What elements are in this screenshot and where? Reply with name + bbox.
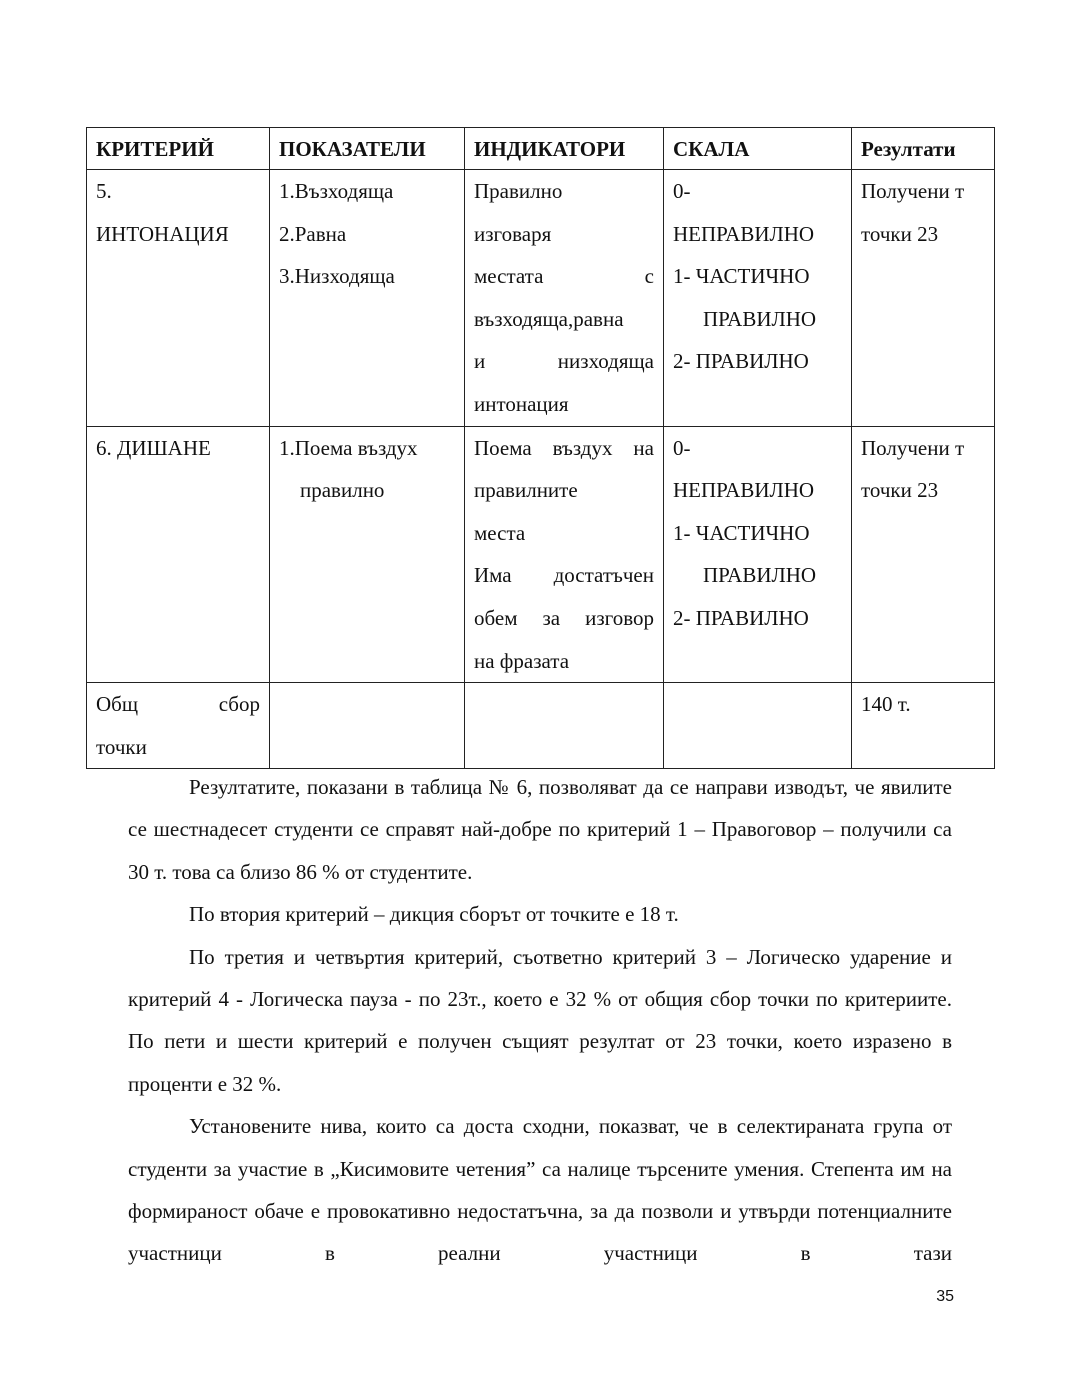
total-value: 140 т. (861, 692, 911, 717)
cell-result (852, 426, 995, 683)
indicator-text-line: възходяща,равна (474, 306, 624, 331)
cell-criterion (87, 170, 270, 427)
indicator-item: 3.Низходяща (279, 264, 395, 289)
indicator-word: обем (474, 605, 518, 630)
cell-indicators (270, 170, 465, 427)
cell-empty (465, 683, 664, 769)
cell-total-label (87, 683, 270, 769)
indicator-word: достатъчен (553, 563, 654, 588)
cell-criterion (87, 426, 270, 683)
indicator-text-line: Правилно (474, 179, 563, 203)
table-row-breathing (87, 426, 995, 683)
scale-line: 0- (673, 179, 691, 203)
result-line: точки 23 (861, 221, 939, 246)
total-label-word: сбор (218, 692, 260, 717)
cell-total-value (852, 683, 995, 769)
cell-empty (270, 683, 465, 769)
indicator-word: за (542, 605, 561, 630)
indicator-word: Поема (474, 435, 532, 460)
scale-line: ПРАВИЛНО (703, 563, 817, 588)
total-label-line: точки (96, 734, 147, 759)
indicator-word: и (474, 349, 486, 374)
scale-line: ПРАВИЛНО (703, 306, 817, 331)
scale-line: 0- (673, 435, 691, 460)
cell-empty (664, 683, 852, 769)
indicator-text-line (474, 554, 654, 597)
indicator-text-line: на фразата (474, 648, 570, 673)
cell-indicators (270, 426, 465, 683)
indicator-word: низходяща (557, 349, 654, 374)
paragraph: По втория критерий – дикция сборът от точките е 18 т. (189, 902, 679, 927)
page-number: 35 (936, 1288, 954, 1305)
paragraph: Резултатите, показани в таблица № 6, позволяват да се направи изводът, че явилите се шестнадесет студенти се справят най-добре по критерий 1 – Правоговор – получили са 30 т. това са близо 86 % от студентите. (128, 775, 952, 884)
indicator-text-line (474, 597, 654, 640)
result-line: Получени т (861, 179, 965, 203)
indicator-text-line: изговаря (474, 221, 552, 246)
header-scale: СКАЛА (664, 128, 852, 170)
table-row-total (87, 683, 995, 769)
total-label-word: Общ (96, 692, 139, 717)
criterion-number: 5. (96, 179, 112, 203)
indicator-item: 2.Равна (279, 221, 347, 246)
criteria-table (86, 127, 995, 769)
indicator-text-line (474, 427, 654, 470)
body-text (128, 766, 952, 1275)
header-results: Резултати (852, 128, 995, 170)
scale-line: 2- ПРАВИЛНО (673, 605, 809, 630)
cell-scale (664, 170, 852, 427)
total-label-line (96, 683, 260, 726)
paragraph: Установените нива, които са доста сходни, показват, че в селектираната група от студенти за участие в „Кисимовите четения” са налице търсените умения. Степента им на формираност обаче е провокативно недостатъчна, за да позволи и утвърди потенциалните участници в реални участници в тази (128, 1114, 952, 1266)
scale-line: 2- ПРАВИЛНО (673, 349, 809, 374)
indicator-word: на (633, 435, 654, 460)
scale-line: НЕПРАВИЛНО (673, 478, 815, 503)
indicator-item: правилно (300, 478, 385, 503)
indicator-word: изговор (585, 605, 654, 630)
indicator-word: с (644, 264, 654, 289)
cell-indicator-details (465, 426, 664, 683)
header-indicator-details: ИНДИКАТОРИ (465, 128, 664, 170)
table-header-row (87, 128, 995, 170)
header-criterion: КРИТЕРИЙ (87, 128, 270, 170)
indicator-word: въздух (552, 435, 613, 460)
scale-line: 1- ЧАСТИЧНО (673, 520, 810, 545)
result-line: Получени т (861, 435, 965, 460)
indicator-item: 1.Възходяща (279, 179, 394, 203)
indicator-text-line: правилните (474, 478, 578, 503)
scale-line: 1- ЧАСТИЧНО (673, 264, 810, 289)
result-line: точки 23 (861, 478, 939, 503)
indicator-text-line (474, 255, 654, 298)
criterion-name: 6. ДИШАНЕ (96, 435, 211, 460)
header-indicators: ПОКАЗАТЕЛИ (270, 128, 465, 170)
cell-indicator-details (465, 170, 664, 427)
criterion-name: ИНТОНАЦИЯ (96, 221, 229, 246)
indicator-text-line (474, 340, 654, 383)
table-row-intonation (87, 170, 995, 427)
scale-line: НЕПРАВИЛНО (673, 221, 815, 246)
indicator-word: Има (474, 563, 512, 588)
indicator-text-line: места (474, 520, 526, 545)
cell-result (852, 170, 995, 427)
indicator-item: 1.Поема въздух (279, 435, 418, 460)
cell-scale (664, 426, 852, 683)
paragraph: По третия и четвъртия критерий, съответно критерий 3 – Логическо ударение и критерий 4 - Логическа пауза - по 23т., което е 32 % от общия сбор точки по критериите. По пети и шести критерий е получен същият резултат от 23 точки, което изразено в проценти е 32 %. (128, 944, 952, 1096)
indicator-word: местата (474, 264, 544, 289)
indicator-text-line: интонация (474, 391, 569, 416)
